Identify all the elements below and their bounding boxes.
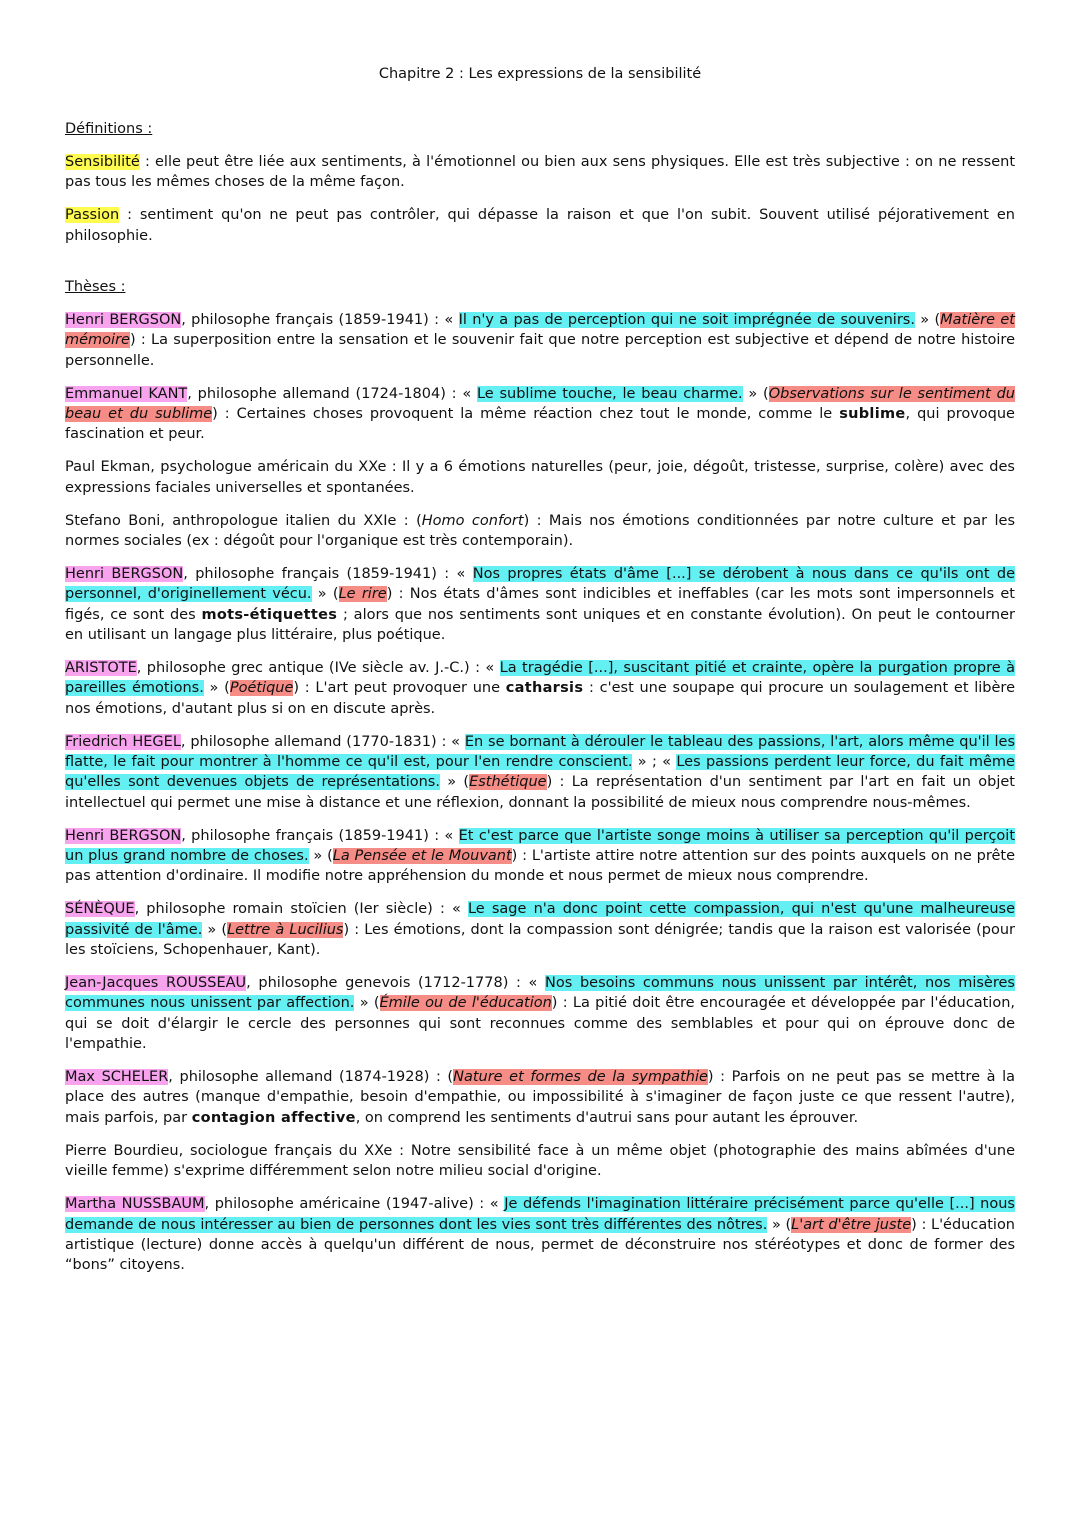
paragraph-text: » ( (203, 680, 230, 697)
definitions-heading: Définitions : (65, 121, 153, 137)
thesis-paragraph (65, 310, 1015, 371)
paragraph-text: ) : La superposition entre la sensation et le souvenir fait que notre perception est subjective et dépend de notre histoire personnelle. (65, 332, 1015, 369)
thesis-paragraph (65, 564, 1015, 645)
paragraph-text: Pierre Bourdieu, sociologue français du XXe : Notre sensibilité face à un même objet (photographie des mains abîmées d'une vieille femme) s'exprime différemment selon notre milieu social d'origine. (65, 1142, 1015, 1180)
paragraph-text: » ( (202, 921, 228, 938)
paragraph-text: : c'est une soupape qui procure un soulagement et libère nos émotions, d'autant plus si on en discute après. (65, 680, 1015, 717)
paragraph-text: ) : L'éducation artistique (lecture) donne accès à quelqu'un différent de nous, permet de déconstruire nos stéréotypes et donc de former des “bons” citoyens. (65, 1216, 1016, 1274)
paragraph-text: : sentiment qu'on ne peut pas contrôler, qui dépasse la raison et que l'on subit. Souvent utilisé péjorativement en philosophie. (65, 207, 1015, 244)
paragraph-text: ) : Nos états d'âmes sont indicibles et ineffables (car les mots sont impersonnels et figés, ce sont des (65, 586, 1015, 623)
paragraph-text: ) : Certaines choses provoquent la même réaction chez tout le monde, comme le (212, 405, 840, 422)
thesis-paragraph (65, 384, 1015, 445)
work-title-plain: Homo confort (421, 512, 524, 529)
paragraph-text: » ( (914, 311, 941, 328)
thesis-paragraph (65, 1194, 1015, 1275)
key-concept: catharsis (505, 680, 584, 697)
work-title: Matière et mémoire (65, 311, 1015, 349)
page-title: Chapitre 2 : Les expressions de la sensibilité (378, 66, 702, 82)
definition-paragraph (65, 152, 1015, 193)
document-page (65, 66, 1015, 1288)
theses-heading: Thèses : (65, 278, 126, 295)
paragraph-text: » ; « (632, 754, 677, 771)
paragraph-text: , on comprend les sentiments d'autrui sans pour autant les éprouver. (355, 1109, 859, 1126)
quote-text: La tragédie [...], suscitant pitié et crainte, opère la purgation propre à pareilles émotions. (65, 660, 1015, 697)
author-name: Emmanuel KANT (65, 385, 188, 402)
quote-text: En se bornant à dérouler le tableau des passions, l'art, alors même qu'il les flatte, le fait pour montrer à l'homme ce qu'il est, pour l'en rendre conscient. (65, 733, 1016, 771)
paragraph-text: ) : Parfois on ne peut pas se mettre à la place des autres (manque d'empathie, besoin d'empathie, ou impossibilité à s'imaginer de façon juste ce que ressent l'autre), mais parfois, par (65, 1069, 1015, 1126)
quote-text: Je défends l'imagination littéraire précisément parce qu'elle [...] nous demande de nous intéresser au bien de personnes dont les vies sont très différentes des nôtres. (65, 1196, 1015, 1233)
paragraph-text: : elle peut être liée aux sentiments, à l'émotionnel ou bien aux sens physiques. Elle est très subjective : on ne ressent pas tous les mêmes choses de la même façon. (65, 154, 1015, 191)
paragraph-text: , qui provoque fascination et peur. (65, 405, 1015, 443)
key-concept: mots-étiquettes (201, 606, 338, 623)
paragraph-text: ) : Les émotions, dont la compassion sont dénigrée; tandis que la raison est valorisée (pour les stoïciens, Schopenhauer, Kant). (65, 921, 1016, 959)
quote-text: Le sage n'a donc point cette compassion, qui n'est qu'une malheureuse passivité de l'âme. (65, 901, 1015, 938)
work-title: L'art d'être juste (791, 1216, 912, 1233)
paragraph-text: ) : Mais nos émotions conditionnées par notre culture et par les normes sociales (ex : dégoût pour l'organique est très contemporain). (65, 512, 1015, 550)
paragraph-text: » ( (308, 848, 333, 865)
quote-text: Les passions perdent leur force, du fait même qu'elles sont devenues objets de représentations. (65, 754, 1015, 791)
author-name: Friedrich HEGEL (65, 733, 181, 750)
term-highlight: Sensibilité (65, 154, 140, 170)
theses-body (65, 310, 1015, 1275)
thesis-paragraph (65, 899, 1015, 960)
paragraph-text: » ( (439, 774, 470, 791)
work-title: Le rire (338, 586, 387, 603)
definitions-body (65, 152, 1015, 246)
paragraph-text: , philosophe français (1859-1941) : « (183, 566, 473, 583)
thesis-paragraph (65, 973, 1015, 1054)
paragraph-text: , philosophe français (1859-1941) : « (181, 827, 459, 844)
paragraph-text: , philosophe genevois (1712-1778) : « (246, 975, 546, 992)
paragraph-text: » ( (311, 586, 339, 603)
paragraph-text: ; alors que nos sentiments sont uniques et en constante évolution). On peut le contourner en utilisant un langage plus littéraire, plus poétique. (65, 606, 1015, 644)
author-name: SÉNÈQUE (65, 901, 135, 918)
key-concept: sublime (839, 405, 906, 422)
work-title: Poétique (229, 680, 294, 697)
quote-text: Et c'est parce que l'artiste songe moins à utiliser sa perception qu'il perçoit un plus grand nombre de choses. (65, 827, 1016, 865)
quote-text: Nos propres états d'âme [...] se dérobent à nous dans ce qu'ils ont de personnel, d'originellement vécu. (65, 566, 1016, 603)
paragraph-text: Paul Ekman, psychologue américain du XXe : Il y a 6 émotions naturelles (peur, joie, dégoût, tristesse, surprise, colère) avec des expressions faciales universelles et spontanées. (65, 459, 1015, 496)
author-name: ARISTOTE (65, 660, 137, 677)
paragraph-text: ) : L'art peut provoquer une (293, 680, 506, 697)
thesis-paragraph (65, 826, 1015, 887)
paragraph-text: Stefano Boni, anthropologue italien du XXIe : ( (65, 512, 422, 529)
thesis-paragraph (65, 457, 1015, 498)
quote-text: Le sublime touche, le beau charme. (476, 385, 743, 402)
thesis-paragraph (65, 658, 1015, 719)
paragraph-text: , philosophe romain stoïcien (Ier siècle) : « (134, 901, 468, 918)
paragraph-text: » ( (742, 385, 769, 402)
thesis-paragraph (65, 1141, 1015, 1182)
paragraph-text: , philosophe allemand (1770-1831) : « (180, 733, 465, 750)
work-title: Lettre à Lucilius (227, 921, 344, 938)
paragraph-text: ) : La représentation d'un sentiment par l'art en fait un objet intellectuel qui permet une mise à distance et une réflexion, donnant la possibilité de mieux nous comprendre nous-mêmes. (65, 774, 1015, 811)
definition-paragraph (65, 205, 1015, 246)
author-name: Jean-Jacques ROUSSEAU (65, 975, 247, 992)
paragraph-text: » ( (354, 995, 380, 1012)
work-title: Esthétique (469, 774, 547, 791)
thesis-paragraph (65, 1067, 1015, 1128)
paragraph-text: ) : L'artiste attire notre attention sur des points auxquels on ne prête pas attention d'ordinaire. Il modifie notre appréhension du monde et nous permet de mieux nous comprendre. (65, 848, 1016, 885)
author-name: Henri BERGSON (65, 311, 182, 328)
thesis-paragraph (65, 732, 1015, 813)
paragraph-text: , philosophe français (1859-1941) : « (181, 311, 459, 328)
paragraph-text: , philosophe allemand (1724-1804) : « (187, 385, 477, 402)
author-name: Henri BERGSON (65, 827, 182, 844)
work-title: Observations sur le sentiment du beau et du sublime (65, 385, 1015, 422)
work-title: Émile ou de l'éducation (379, 995, 552, 1012)
paragraph-text: » ( (767, 1216, 792, 1233)
quote-text: Il n'y a pas de perception qui ne soit imprégnée de souvenirs. (458, 311, 915, 328)
paragraph-text: ) : La pitié doit être encouragée et développée par l'éducation, qui se doit d'élargir le cercle des personnes qui sont reconnues comme des semblables et pour qui on éprouve donc de l'empathie. (65, 995, 1015, 1053)
term-highlight: Passion (65, 207, 120, 224)
work-title: La Pensée et le Mouvant (332, 848, 512, 865)
paragraph-text: , philosophe allemand (1874-1928) : ( (168, 1069, 454, 1086)
paragraph-text: , philosophe américaine (1947-alive) : « (204, 1196, 505, 1213)
work-title: Nature et formes de la sympathie (453, 1069, 708, 1086)
thesis-paragraph (65, 511, 1015, 552)
author-name: Martha NUSSBAUM (65, 1196, 205, 1213)
quote-text: Nos besoins communs nous unissent par intérêt, nos misères communes nous unissent par affection. (65, 975, 1015, 1012)
author-name: Henri BERGSON (65, 566, 184, 583)
key-concept: contagion affective (191, 1109, 356, 1126)
paragraph-text: , philosophe grec antique (IVe siècle av. J.-C.) : « (136, 660, 500, 677)
author-name: Max SCHELER (65, 1069, 169, 1086)
